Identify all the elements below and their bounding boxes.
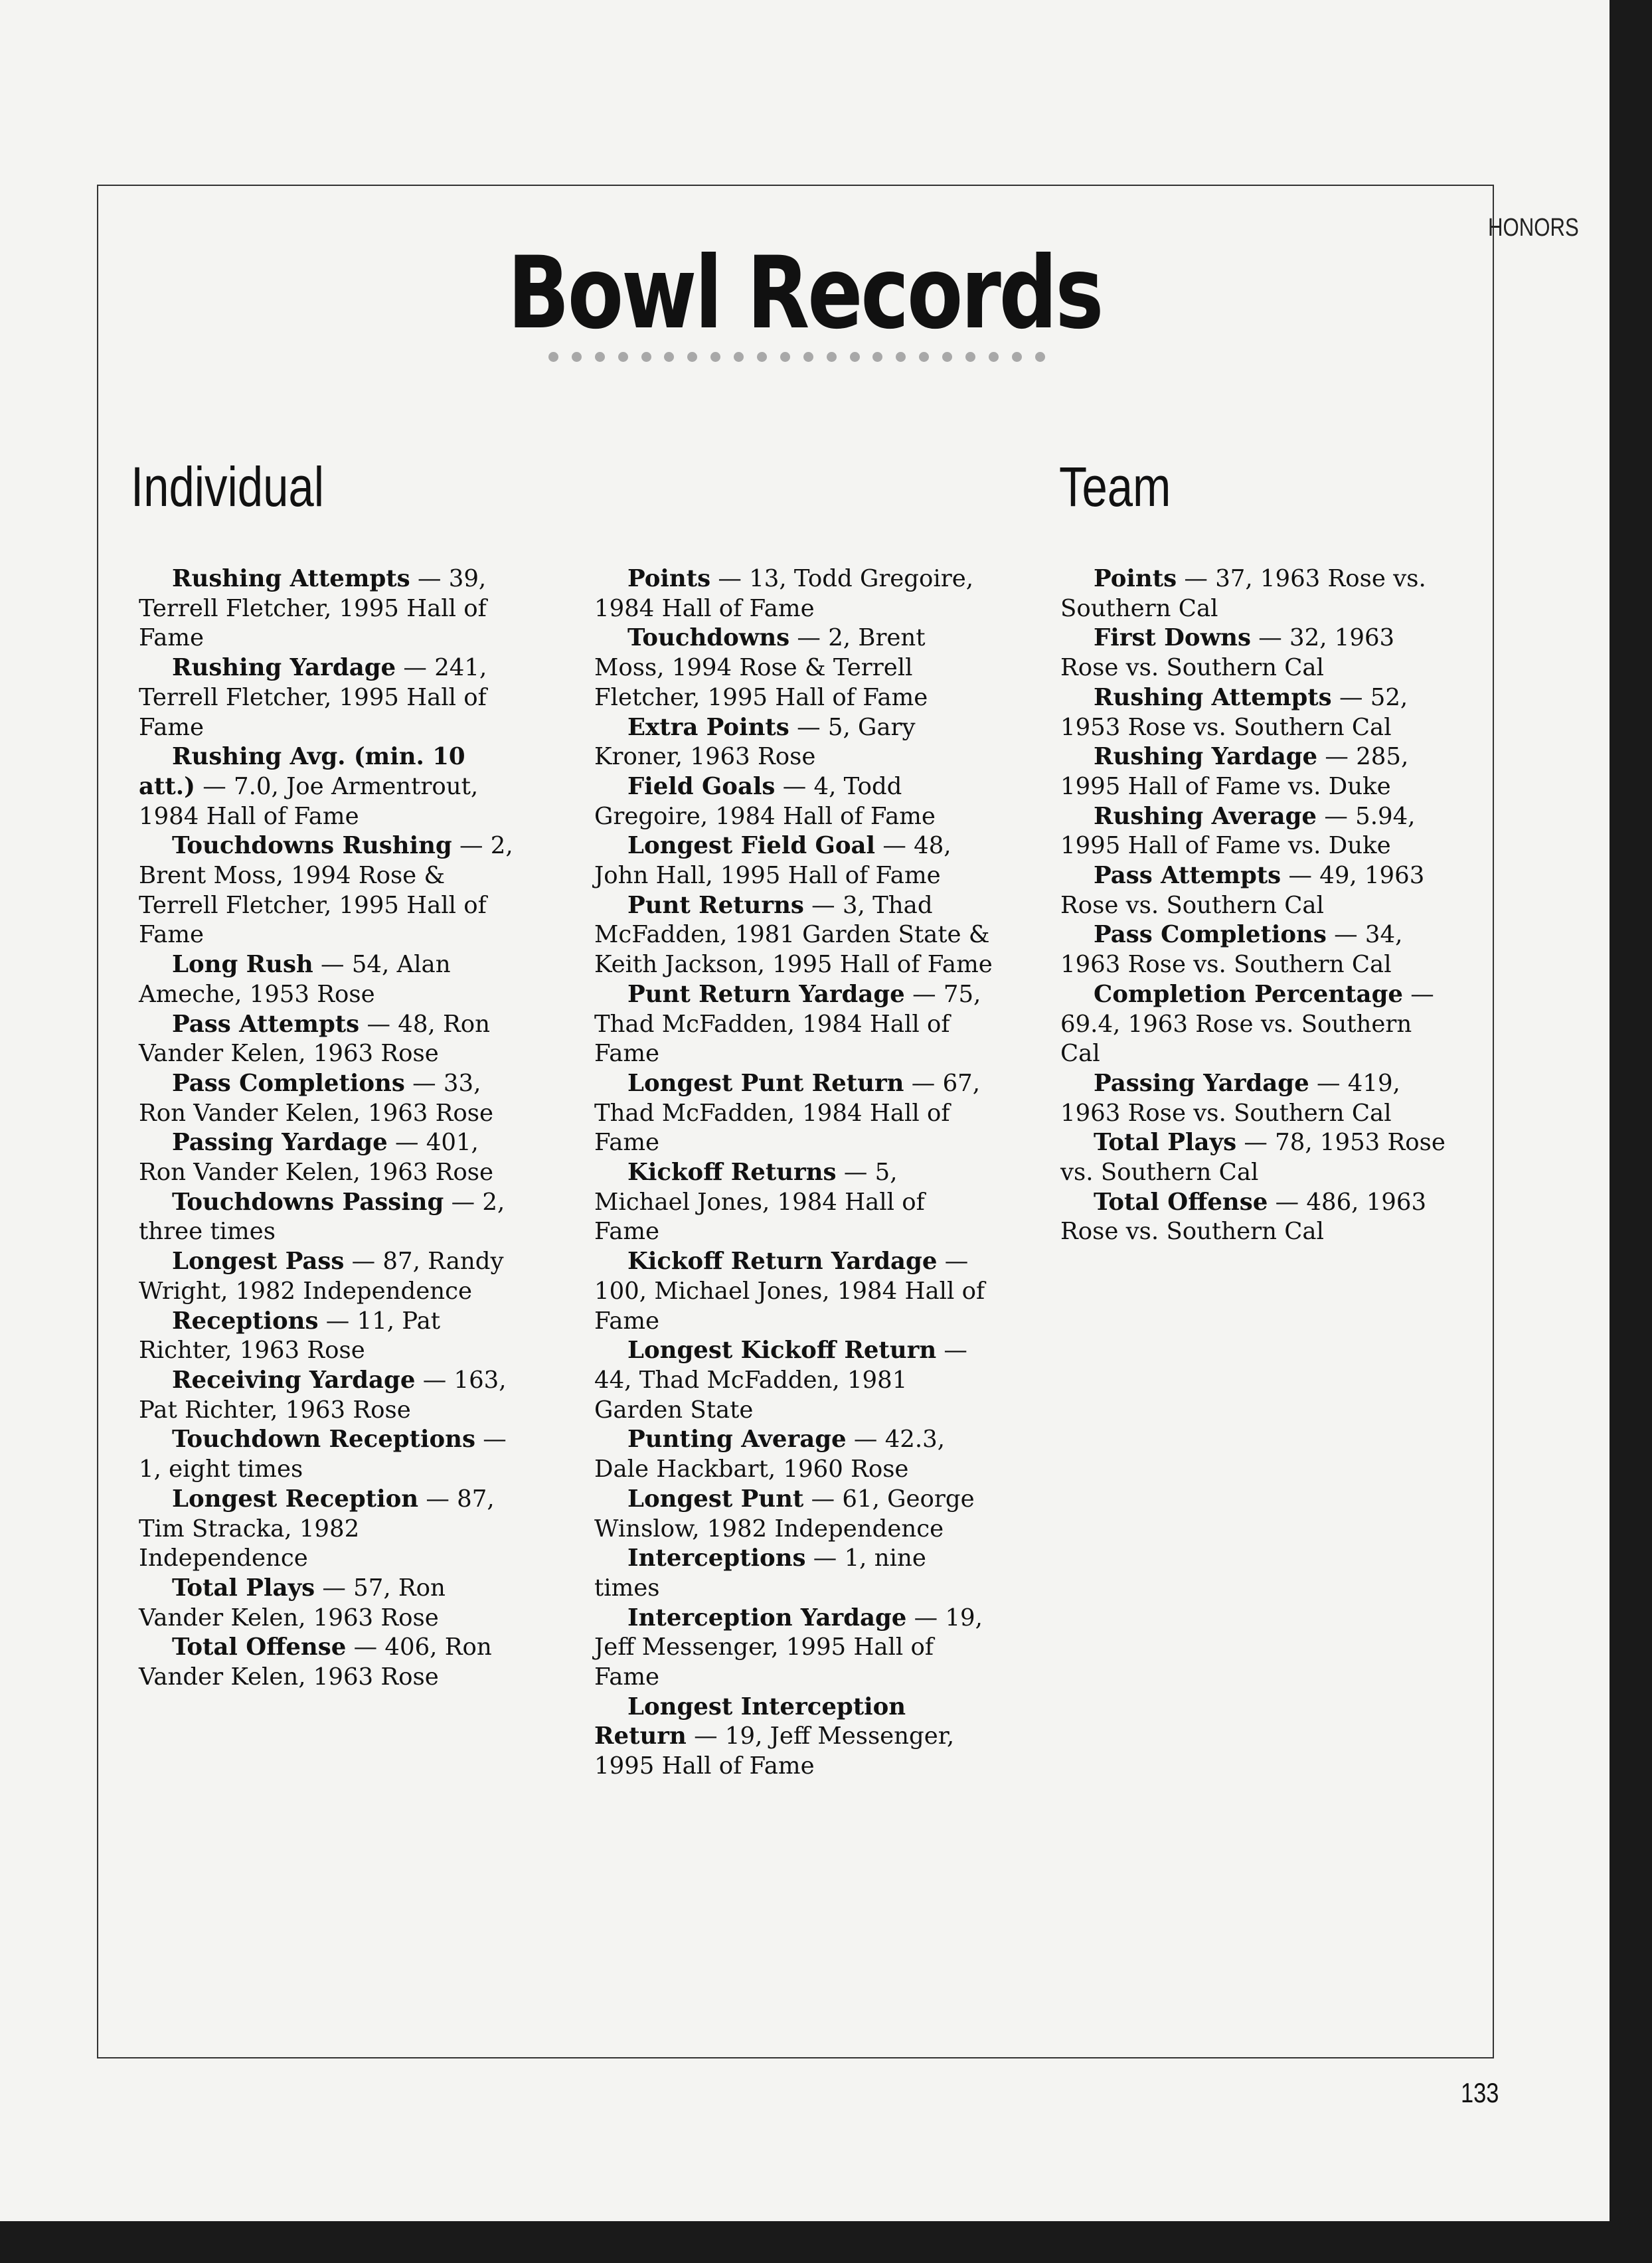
record-label: Longest Reception <box>172 1485 419 1513</box>
page-number: 133 <box>1461 2077 1499 2108</box>
record-entry <box>139 950 524 1009</box>
record-entry <box>1060 802 1459 861</box>
divider-dot <box>687 352 697 362</box>
record-entry <box>594 1544 993 1603</box>
divider-dot <box>641 352 651 362</box>
record-detail: 5.94, 1995 Hall of Fame vs. Duke <box>1060 802 1416 860</box>
record-detail: 33, Ron Vander Kelen, 1963 Rose <box>139 1069 493 1127</box>
record-entry <box>594 564 993 624</box>
record-detail: 42.3, Dale Hackbart, 1960 Rose <box>594 1426 946 1483</box>
record-separator: — <box>418 1485 457 1513</box>
record-entry <box>594 831 993 890</box>
record-separator: — <box>805 1545 845 1572</box>
record-label: Punt Returns <box>627 891 804 919</box>
record-separator: — <box>1236 1129 1276 1157</box>
record-entry <box>139 1574 524 1633</box>
record-label: Passing Yardage <box>172 1129 388 1157</box>
record-separator: — <box>836 1159 875 1187</box>
record-label: Total Plays <box>172 1574 315 1602</box>
record-entry <box>594 1425 993 1484</box>
record-label: Pass Completions <box>172 1069 405 1097</box>
record-entry <box>594 1604 993 1693</box>
record-separator: — <box>904 980 944 1008</box>
record-separator: — <box>313 951 352 979</box>
record-separator: — <box>1317 743 1357 771</box>
record-separator: — <box>1177 565 1216 592</box>
record-entry <box>139 1010 524 1069</box>
record-separator: — <box>410 565 449 592</box>
record-detail: 34, 1963 Rose vs. Southern Cal <box>1060 921 1403 979</box>
divider-dot <box>827 352 837 362</box>
record-entry <box>139 1307 524 1366</box>
record-entry <box>139 1485 524 1574</box>
record-separator: — <box>444 1188 483 1216</box>
record-entry <box>139 1069 524 1128</box>
record-entry <box>139 1425 524 1484</box>
record-label: Kickoff Return Yardage <box>627 1248 938 1276</box>
record-label: Longest Field Goal <box>627 832 876 860</box>
record-entry <box>139 742 524 831</box>
record-detail: 52, 1953 Rose vs. Southern Cal <box>1060 683 1408 741</box>
page-title <box>0 236 1610 351</box>
record-detail: 19, Jeff Messenger, 1995 Hall of Fame <box>594 1722 955 1780</box>
record-detail: 2, three times <box>139 1188 505 1246</box>
record-label: Field Goals <box>627 772 776 800</box>
record-separator: — <box>906 1604 946 1632</box>
record-separator: — <box>775 772 814 800</box>
record-separator: — <box>344 1248 383 1276</box>
record-detail: 4, Todd Gregoire, 1984 Hall of Fame <box>594 772 936 830</box>
record-detail: 406, Ron Vander Kelen, 1963 Rose <box>139 1634 492 1691</box>
record-separator: — <box>1317 802 1356 830</box>
record-separator: — <box>789 624 829 652</box>
record-label: Rushing Attempts <box>172 565 410 592</box>
record-entry <box>594 1693 993 1782</box>
record-entry <box>1060 861 1459 920</box>
record-separator: — <box>415 1366 454 1394</box>
record-entry <box>1060 624 1459 683</box>
divider-dot <box>989 352 999 362</box>
record-separator: — <box>1268 1188 1307 1216</box>
record-label: Longest Kickoff Return <box>627 1337 937 1365</box>
individual-records-col1 <box>139 564 524 1693</box>
dot-divider <box>548 352 1045 363</box>
record-label: Total Plays <box>1094 1129 1237 1157</box>
divider-dot <box>803 352 813 362</box>
divider-dot <box>850 352 860 362</box>
record-entry <box>594 1158 993 1247</box>
record-separator: — <box>195 772 234 800</box>
record-entry <box>1060 683 1459 742</box>
record-entry <box>594 1336 993 1425</box>
record-separator: — <box>875 832 914 860</box>
record-entry <box>594 772 993 831</box>
record-detail: 3, Thad McFadden, 1981 Garden State & Keith Jackson, 1995 Hall of Fame <box>594 891 993 979</box>
record-detail: 285, 1995 Hall of Fame vs. Duke <box>1060 743 1409 800</box>
record-label: Rushing Avg. (min. 10 att.) <box>139 743 465 800</box>
page-title-text: Bowl Records <box>507 236 1102 351</box>
record-label: Pass Attempts <box>172 1010 360 1038</box>
divider-dot <box>664 352 674 362</box>
record-entry <box>1060 1069 1459 1128</box>
record-separator: — <box>803 891 843 919</box>
record-detail: 54, Alan Ameche, 1953 Rose <box>139 951 451 1008</box>
record-entry <box>1060 742 1459 801</box>
record-entry <box>139 564 524 653</box>
record-separator: — <box>1326 921 1365 949</box>
record-detail: 48, John Hall, 1995 Hall of Fame <box>594 832 951 890</box>
record-label: Touchdowns Passing <box>172 1188 444 1216</box>
record-separator: — <box>315 1574 354 1602</box>
record-label: Total Offense <box>1094 1188 1268 1216</box>
record-separator: — <box>404 1069 444 1097</box>
record-detail: 87, Tim Stracka, 1982 Independence <box>139 1485 495 1572</box>
record-label: Punt Return Yardage <box>627 980 905 1008</box>
divider-dot <box>872 352 882 362</box>
record-detail: 241, Terrell Fletcher, 1995 Hall of Fame <box>139 654 487 741</box>
record-detail: 48, Ron Vander Kelen, 1963 Rose <box>139 1010 490 1068</box>
record-separator: — <box>387 1129 426 1157</box>
individual-records-col2 <box>594 564 993 1782</box>
record-detail: 1, eight times <box>139 1456 303 1483</box>
record-entry <box>594 1069 993 1158</box>
record-detail: 57, Ron Vander Kelen, 1963 Rose <box>139 1574 446 1632</box>
record-separator: — <box>346 1634 385 1661</box>
record-separator: — <box>318 1307 357 1335</box>
record-separator: — <box>475 1426 507 1454</box>
record-entry <box>594 713 993 772</box>
record-label: Points <box>1094 565 1177 592</box>
record-separator: — <box>686 1722 725 1750</box>
record-separator: — <box>1281 862 1320 890</box>
record-entry <box>1060 980 1459 1069</box>
record-detail: 7.0, Joe Armentrout, 1984 Hall of Fame <box>139 772 479 830</box>
record-label: Long Rush <box>172 951 313 979</box>
record-label: Total Offense <box>172 1634 347 1661</box>
record-label: Receptions <box>172 1307 319 1335</box>
record-entry <box>139 1366 524 1425</box>
divider-dot <box>618 352 628 362</box>
record-entry <box>1060 1128 1459 1187</box>
record-label: Punting Average <box>627 1426 847 1454</box>
record-label: Passing Yardage <box>1094 1069 1309 1097</box>
record-label: Kickoff Returns <box>627 1159 837 1187</box>
record-label: Pass Attempts <box>1094 862 1281 890</box>
record-entry <box>139 1188 524 1247</box>
record-label: Extra Points <box>627 713 789 741</box>
team-heading: Team <box>1059 456 1171 518</box>
record-detail: 419, 1963 Rose vs. Southern Cal <box>1060 1069 1400 1127</box>
divider-dot <box>572 352 582 362</box>
record-label: Rushing Average <box>1094 802 1317 830</box>
record-label: Rushing Yardage <box>172 654 396 682</box>
record-label: Longest Pass <box>172 1248 345 1276</box>
record-separator: — <box>803 1485 843 1513</box>
divider-dot <box>919 352 929 362</box>
record-detail: 100, Michael Jones, 1984 Hall of Fame <box>594 1277 985 1335</box>
record-label: Interception Yardage <box>627 1604 907 1632</box>
record-detail: 61, George Winslow, 1982 Independence <box>594 1485 975 1543</box>
record-label: Completion Percentage <box>1094 980 1403 1008</box>
record-entry <box>139 831 524 950</box>
record-detail: 5, Michael Jones, 1984 Hall of Fame <box>594 1159 925 1246</box>
record-detail: 2, Brent Moss, 1994 Rose & Terrell Fletcher, 1995 Hall of Fame <box>139 832 513 949</box>
record-separator: — <box>1402 980 1434 1008</box>
record-separator: — <box>789 713 828 741</box>
record-label: Longest Punt <box>627 1485 804 1513</box>
record-entry <box>594 980 993 1069</box>
record-entry <box>139 1247 524 1306</box>
record-entry <box>1060 920 1459 979</box>
record-entry <box>594 624 993 712</box>
record-label: Longest Punt Return <box>627 1069 904 1097</box>
record-detail: 67, Thad McFadden, 1984 Hall of Fame <box>594 1069 981 1157</box>
record-detail: 78, 1953 Rose vs. Southern Cal <box>1060 1129 1446 1187</box>
divider-dot <box>965 352 975 362</box>
divider-dot <box>548 352 558 362</box>
record-detail: 486, 1963 Rose vs. Southern Cal <box>1060 1188 1427 1246</box>
record-entry <box>1060 564 1459 624</box>
record-detail: 19, Jeff Messenger, 1995 Hall of Fame <box>594 1604 983 1691</box>
record-detail: 1, nine times <box>594 1545 926 1602</box>
individual-heading: Individual <box>131 456 325 518</box>
record-separator: — <box>936 1337 967 1365</box>
divider-dot <box>734 352 744 362</box>
record-detail: 13, Todd Gregoire, 1984 Hall of Fame <box>594 565 974 622</box>
record-label: Touchdown Receptions <box>172 1426 475 1454</box>
record-label: Interceptions <box>627 1545 806 1572</box>
record-entry <box>139 1128 524 1187</box>
record-label: Pass Completions <box>1094 921 1327 949</box>
divider-dot <box>896 352 906 362</box>
record-label: Touchdowns <box>627 624 790 652</box>
record-detail: 49, 1963 Rose vs. Southern Cal <box>1060 862 1425 919</box>
record-entry <box>594 1247 993 1336</box>
record-label: Rushing Attempts <box>1094 683 1332 711</box>
divider-dot <box>595 352 605 362</box>
record-entry <box>594 891 993 980</box>
record-label: Points <box>627 565 711 592</box>
record-detail: 2, Brent Moss, 1994 Rose & Terrell Fletcher, 1995 Hall of Fame <box>594 624 928 711</box>
record-detail: 69.4, 1963 Rose vs. Southern Cal <box>1060 1010 1412 1068</box>
record-separator: — <box>846 1426 885 1454</box>
record-separator: — <box>452 832 491 860</box>
divider-dot <box>942 352 952 362</box>
record-separator: — <box>1250 624 1290 652</box>
record-separator: — <box>396 654 435 682</box>
record-detail: 75, Thad McFadden, 1984 Hall of Fame <box>594 980 981 1068</box>
record-label: Longest Interception Return <box>594 1693 906 1750</box>
divider-dot <box>780 352 790 362</box>
divider-dot <box>757 352 767 362</box>
record-detail: 163, Pat Richter, 1963 Rose <box>139 1366 507 1424</box>
record-detail: 11, Pat Richter, 1963 Rose <box>139 1307 441 1365</box>
record-label: First Downs <box>1094 624 1251 652</box>
record-label: Receiving Yardage <box>172 1366 416 1394</box>
record-label: Rushing Yardage <box>1094 743 1318 771</box>
record-separator: — <box>904 1069 943 1097</box>
divider-dot <box>710 352 720 362</box>
record-detail: 401, Ron Vander Kelen, 1963 Rose <box>139 1129 493 1187</box>
record-label: Touchdowns Rushing <box>172 832 452 860</box>
record-detail: 87, Randy Wright, 1982 Independence <box>139 1248 504 1305</box>
record-detail: 44, Thad McFadden, 1981 Garden State <box>594 1366 908 1424</box>
team-records <box>1060 564 1459 1247</box>
record-detail: 5, Gary Kroner, 1963 Rose <box>594 713 916 771</box>
record-separator: — <box>710 565 750 592</box>
record-separator: — <box>1309 1069 1348 1097</box>
record-detail: 37, 1963 Rose vs. Southern Cal <box>1060 565 1426 622</box>
record-entry <box>139 653 524 742</box>
record-separator: — <box>359 1010 398 1038</box>
section-tag: HONORS <box>1488 214 1579 242</box>
record-detail: 39, Terrell Fletcher, 1995 Hall of Fame <box>139 565 487 652</box>
record-detail: 32, 1963 Rose vs. Southern Cal <box>1060 624 1395 682</box>
record-separator: — <box>937 1248 969 1276</box>
divider-dot <box>1035 352 1045 362</box>
record-entry <box>139 1633 524 1692</box>
record-separator: — <box>1331 683 1370 711</box>
divider-dot <box>1012 352 1022 362</box>
record-entry <box>594 1485 993 1544</box>
record-entry <box>1060 1188 1459 1247</box>
